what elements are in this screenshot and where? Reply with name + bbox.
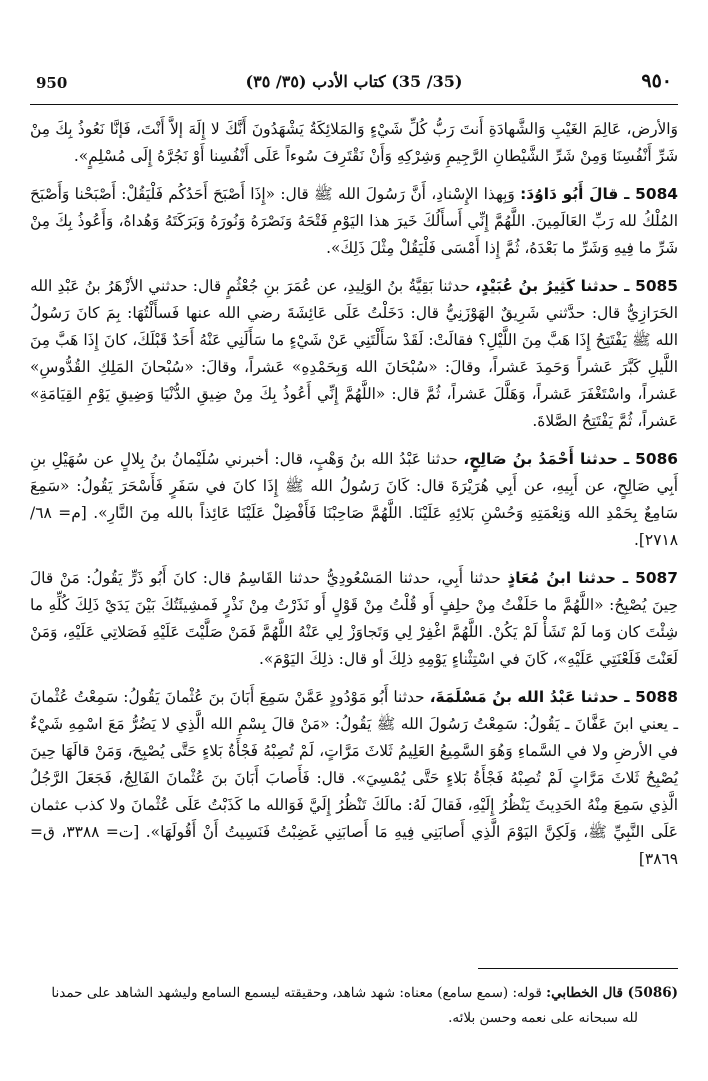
running-title: (35/ 35) كتاب الأدب (٣٥/ ٣٥): [245, 72, 463, 91]
hadith-text: حدثنا عَبْدُ الله بنُ وَهْبٍ، قال: أخبرني سُلَيْمانُ بنُ بِلالٍ عن سُهَيْلِ بنِ أَبِي صَالِحٍ، عن أَبِيهِ، عن أَبِي هُرَيْرَةَ قال: كَانَ رَسُولُ الله ﷺ إِذَا كانَ في سَفَرٍ فَأَسْحَرَ يَقُولُ: «سَمِعَ سَامِعٌ بِحَمْدِ الله وَنِعْمَتِهِ وَحُسْنِ بَلائِهِ عَلَيْنَا. اللَّهُمَّ صَاحِبْنَا فَأَفْضِلْ عَلَيْنَا عَائِذاً بالله مِنَ النَّارِ». [م= ٦٨/ ٢٧١٨].: [30, 450, 678, 549]
hadith-lead: 5085 ـ حدثنا كَثِيرُ بنُ عُبَيْدٍ،: [475, 277, 678, 295]
hadith-lead: 5087 ـ حدثنا ابنُ مُعَاذٍ: [507, 569, 678, 587]
paragraph-text: وَالأرض، عَالِمَ الغَيْبِ وَالشَّهادَةِ أَنتَ رَبُّ كُلِّ شَيْءٍ وَالمَلائِكَةُ يَشْهَدُونَ أَنَّكَ لا إِلَهَ إلاَّ أَنْتَ، فَإنَّا نَعُوذُ بِكَ مِنْ شَرِّ أَنْفُسِنَا وَمِنْ شَرِّ الشَّيْطانِ الرَّجِيمِ وَشِرْكِهِ وَأَنْ نَقْتَرِفَ سُوءاً عَلَى أَنْفُسِنا أَوْ نَجُرَّهُ إِلَى مُسْلِمٍ».: [30, 120, 678, 165]
hadith-text: حدثنا أَبِي، حدثنا المَسْعُودِيُّ حدثنا القَاسِمُ قال: كانَ أَبُو ذَرٍّ يَقُولُ: مَنْ قالَ حِينَ يُصْبِحُ: «اللَّهُمَّ ما حَلَفْتُ مِنْ حلِفٍ أَو قُلْتُ مِنْ قَوْلٍ أَو نَذَرْتُ مِنْ نَذْرٍ فَمشِيئَتُكَ بَيْنَ يَدَيْ ذَلِكَ كُلِّهِ ما شِئْتَ كان وَما لَمْ تَشَأْ لَمْ يَكُنْ. اللَّهُمَّ اغْفِرْ لِي وَتَجاوَزْ لِي عَنْهُ اللَّهُمَّ فَمَنْ صَلَّيْتَ عَلَيْهِ فَصَلاتِي عَلَيْهِ، وَمَنْ لَعَنْتَ فَلَعْنَتِي عَلَيْهِ»، كَانَ في اسْتِثْناءٍ يَوْمِهِ ذلِكَ أو قال: ذلِكَ اليَوْمَ».: [30, 569, 678, 668]
footnotes: [30, 968, 678, 1031]
hadith-text: وَبِهذا الإِسْنادِ، أَنَّ رَسُولَ الله ﷺ قال: «إِذَا أَصْبَحَ أَحَدُكُم فَلْيَقُلْ: أَصْبَحْنا وَأَصْبَحَ المُلْكُ لله رَبِّ العَالَمِينَ. اللَّهُمَّ إِنِّي أَسأَلُكَ خَيرَ هذا اليَوْمِ فَتْحَهُ وَنَصْرَهُ وَنُورَهُ وَبَرَكَتَهُ وَهُداهُ، وَأَعُوذُ بِكَ مِنْ شَرِّ ما فِيهِ وَشَرِّ ما بَعْدَهُ، ثُمَّ إِذا أَمْسَى فَلْيَقُلْ مِثْلَ ذَلِكَ».: [30, 185, 678, 257]
hadith-text: حدثنا بَقِيَّةُ بنُ الوَلِيدِ، عن عُمَرَ بنِ جُعْثُمٍ قال: حدثني الأزْهَرُ بنُ عَبْدِ الله الحَرَازِيُّ قال: حدَّثني شَرِيقٌ الهَوْزَنِيُّ قال: دَخَلْتُ عَلَى عَائِشَةَ رضي الله عنها فَسأَلْتُهَا: بِمَ كانَ رَسُولُ الله ﷺ يَفْتَتِحُ إِذَا هَبَّ مِنَ اللَّيْلِ؟ فقالَتْ: لَقَدْ سَأَلْتَنِي عَنْ شَيْءٍ ما سَأَلَنِي عَنْهُ أَحَدٌ قَبْلَكَ، كانَ إِذَا هَبَّ مِنَ اللَّيلِ كَبَّرَ عَشراً وَحَمِدَ عَشراً، وقالَ: «سُبْحَانَ الله وَبِحَمْدِهِ» عَشراً، وقالَ: «سُبْحانَ المَلِكِ القُدُّوسِ» عَشراً، واسْتَغْفَرَ عَشراً، وَهَلَّلَ عَشراً، ثُمَّ قال: «اللَّهُمَّ إِنِّي أَعُوذُ بِكَ مِنْ ضِيقِ الدُّنْيَا وَضِيقِ يَوْمِ القِيَامَةِ» عَشراً، ثُمَّ يَفْتَتِحُ الصَّلاةَ.: [30, 277, 678, 430]
hadith-5084: [30, 181, 678, 262]
footnote-divider: [478, 968, 678, 969]
page-number-arabic: ٩٥٠: [641, 70, 672, 92]
hadith-body: [30, 116, 678, 884]
footnote-label: (5086) قال الخطابي:: [546, 985, 678, 1001]
hadith-lead: 5084 ـ قالَ أَبُو دَاوُدَ:: [520, 185, 678, 203]
hadith-lead: 5088 ـ حدثنا عَبْدُ الله بنُ مَسْلَمَةَ،: [429, 688, 678, 706]
hadith-lead: 5086 ـ حدثنا أَحْمَدُ بنُ صَالِحٍ،: [463, 450, 678, 468]
page-header: [30, 68, 678, 105]
page-number-latin: 950: [36, 74, 68, 92]
hadith-5088: [30, 684, 678, 873]
paragraph-continuation: [30, 116, 678, 170]
hadith-5087: [30, 565, 678, 673]
hadith-5086: [30, 446, 678, 554]
hadith-5085: [30, 273, 678, 435]
hadith-text: حدثنا أَبُو مَوْدُودٍ عَمَّنْ سَمِعَ أَبَانَ بنَ عُثْمانَ يَقُولُ: سَمِعْتُ عُثْمانَ ـ يعني ابنَ عَفَّانَ ـ يَقُولُ: سَمِعْتُ رَسُولَ الله ﷺ يَقُولُ: «مَنْ قالَ بِسْمِ الله الَّذِي لا يَضُرُّ مَعَ اسْمِهِ شَيْءٌ في الأرضِ ولا في السَّماءِ وَهُوَ السَّمِيعُ العَلِيمُ ثَلاثَ مَرَّاتٍ، لَمْ تُصِبْهُ فَجْأَةُ بَلاءٍ حَتَّى يُصْبِحَ، وَمَنْ قالَهَا حِينَ يُصْبِحُ ثَلاثَ مَرَّاتٍ لَمْ تُصِبْهُ فَجْأَةُ بَلاءٍ حَتَّى يُمْسِيَ». قال: فَأَصابَ أَبَانَ بنَ عُثْمانَ الفَالِجُ، فَجَعَلَ الرَّجُلُ الَّذِي سَمِعَ مِنْهُ الحَدِيثَ يَنْظُرُ إِلَيْهِ، فَقالَ لَهُ: مالَكَ تَنْظُرُ إِلَيَّ فَوَالله ما كَذَبْتُ عَلَى عُثْمانَ ولا كذب عثمان عَلَى النَّبِيِّ ﷺ، وَلَكِنَّ اليَوْمَ الَّذِي أَصابَنِي فِيهِ مَا أَصابَنِي غَضِبْتُ فَنَسِيتُ أَنْ أَقُولَهَا». [ت= ٣٣٨٨، ق= ٣٨٦٩]: [30, 688, 678, 868]
footnote-text: قوله: (سمع سامع) معناه: شهد شاهد، وحقيقته ليسمع السامع وليشهد الشاهد على حمدنا: [51, 985, 542, 1001]
footnote-line: [30, 981, 678, 1006]
footnote-continuation: لله سبحانه على نعمه وحسن بلائه.: [448, 1010, 638, 1026]
